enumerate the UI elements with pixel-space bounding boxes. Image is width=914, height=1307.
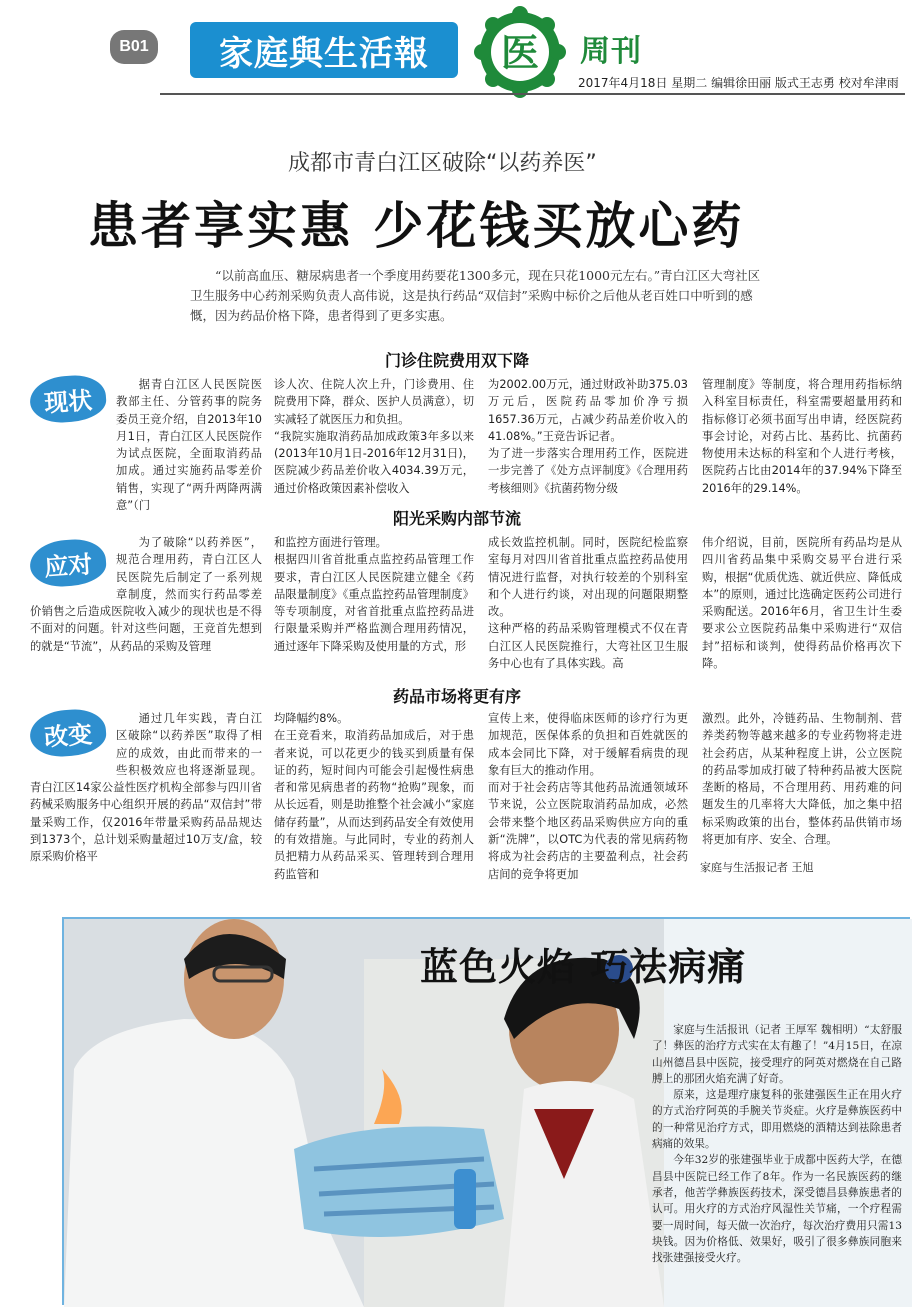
section-tag-change: 改变 <box>28 707 107 758</box>
feature-story <box>652 1022 902 1266</box>
section-2-col-3: 成长效监控机制。同时，医院纪检监察室每月对四川省首批重点监控药品使用情况进行监督，对执行较差的个别科室和个人进行约谈，对出现的问题限期整改。 这种严格的药品采购管理模式不仅在青白江区人民医院推行，大弯社区卫生服务中心也有了具体实践。高 <box>488 536 688 671</box>
story-paragraph: 今年32岁的张建强毕业于成都中医药大学，在德昌县中医院已经工作了8年。作为一名民族医药的继承者，他苦学彝族医药技术，深受德昌县彝族患者的认可。用火疗的方式治疗风湿性关节痛，一个疗程需要一周时间，每天做一次治疗，每次治疗费用只需13块钱。因为价格低、效果好，吸引了很多彝族同胞来找张建强接受火疗。 <box>652 1154 902 1265</box>
newspaper-masthead: 家庭與生活報 <box>190 22 458 78</box>
article-headline: 患者享实惠 少花钱买放心药 <box>88 196 745 255</box>
tag-wrap <box>30 710 116 762</box>
section-2-col-2: 和监控方面进行管理。 根据四川省首批重点监控药品管理工作要求，青白江区人民医院建立健全《药品限量制度》《重点监控药品管理制度》等专项制度，对省首批重点监控药品进行限量采购并严格监测合理用药情况，通过逐年下降采购及使用量的方式，形 <box>274 536 474 653</box>
section-2-col-1 <box>30 534 262 662</box>
section-heading-change: 药品市场将更有序 <box>392 687 521 706</box>
section-1-col-2: 诊人次、住院人次上升，门诊费用、住院费用下降，群众、医护人员满意），切实减轻了就医压力和负担。 “我院实施取消药品加成政策3年多以来(2013年10月1日-2016年12月31日)，医院减少药品差价收入4034.39万元，通过价格政策因素补偿收入 <box>274 378 474 495</box>
section-1-col-4: 管理制度》等制度，将合理用药指标纳入科室目标责任，科室需要超量用药和指标修订必须书面写出申请，经医院药事会讨论，对药占比、基药比、抗菌药物使用未达标的科室和个人进行考核，医院药占比由2014年的37.94%下降至2016年的29.14%。 <box>702 378 902 495</box>
dateline: 2017年4月18日 星期二 编辑徐田丽 版式王志勇 校对牟津雨 <box>578 76 899 90</box>
article-lead: “以前高血压、糖尿病患者一个季度用药要花1300多元，现在只花1000元左右。”青白江区大弯社区卫生服务中心药剂采购负责人高伟说，这是执行药品“双信封”采购中标价之后他从老百姓口中听到的感慨，因为药品价格下降，患者得到了更多实惠。 <box>190 268 761 323</box>
emblem-character: 医 <box>500 31 540 75</box>
section-tag-response: 应对 <box>28 537 107 588</box>
paragraph: 通过几年实践，青白江区破除“以药养医”取得了相应的成效，由此而带来的一些积极效应也将逐渐显现。青白江区14家公益性医疗机构全部参与四川省药械采购服务中心组织开展的药品“双信封”带量采购工作，仅2016年带量采购药品品规达到1373个，总计划采购量超过10万支/盒，较原采购价格平 <box>30 712 262 864</box>
section-2-col-4: 伟介绍说，目前，医院所有药品均是从四川省药品集中采购交易平台进行采购，根据“优质优选、就近供应、降低成本”的原则，通过比选确定医药公司进行采购配送。2016年6月，省卫生计生委要求公立医院药品集中采购进行“双信封”招标和谈判，使得药品价格再次下降。 <box>702 536 902 671</box>
section-heading-status: 门诊住院费用双下降 <box>384 351 529 370</box>
section-1-col-1a <box>116 376 262 513</box>
header-rule <box>160 93 905 95</box>
page-number-badge: B01 <box>110 30 158 64</box>
section-3-col-2: 均降幅约8%。 在王竞看来，取消药品加成后，对于患者来说，可以花更少的钱买到质量有保证的药，短时间内可能会引起慢性病患者和常见病患者的药物“抢购”现象，而从长远看，则是助推整个社会减小“家庭储存药量”，从而达到药品安全有效使用的有效措施。与此同时，专业的药剂人员把精力从药品采买、管理转到合理用药监管和 <box>274 712 474 881</box>
section-name: 周刊 <box>580 34 642 69</box>
section-3-col-3: 宣传上来，使得临床医师的诊疗行为更加规范，医保体系的负担和百姓就医的成本会同比下降，对于缓解看病贵的现象有巨大的推动作用。 而对于社会药店等其他药品流通领域环节来说，公立医院取消药品加成，必然会带来整个地区药品采购供应方向的重新“洗牌”，以OTC为代表的常见病药物将成为社会药店的主要盈利点，社会药店间的竞争将更加 <box>488 712 688 881</box>
tag-wrap <box>30 534 116 588</box>
paragraph: 据青白江区人民医院医教部主任、分管药事的院务委员王竞介绍，自2013年10月1日，青白江区人民医院作为试点医院，全面取消药品加成。通过实施药品零差价销售，实现了“两升两降两满意”（门 <box>116 378 262 513</box>
section-heading-response: 阳光采购内部节流 <box>392 509 521 528</box>
section-1-col-3: 为2002.00万元，通过财政补助375.03万元后，医院药品零加价净亏损1657.36万元，占减少药品差价收入的41.08%。”王竞告诉记者。 为了进一步落实合理用药工作，医院进一步完善了《处方点评制度》《合理用药考核细则》《抗菌药物分级 <box>488 378 688 495</box>
medical-emblem-icon <box>462 8 578 96</box>
section-tag-status: 现状 <box>28 373 107 424</box>
story-paragraph: 原来，这是理疗康复科的张建强医生正在用火疗的方式治疗阿英的手腕关节炎症。火疗是彝族医药中的一种常见治疗方式，即用燃烧的酒精达到祛除患者病痛的效果。 <box>652 1089 902 1151</box>
section-3-col-4: 激烈。此外，冷链药品、生物制剂、营养类药物等越来越多的专业药物将走进社会药店，从某种程度上讲，公立医院的药品零加成打破了特种药品被大医院垄断的格局，不合理用药、用药难的问题发生的几率将大大降低，加之集中招标采购政策的出台，整体药品供销市场将更加有序、安全、合理。 <box>702 712 902 847</box>
article-subhead: 成都市青白江区破除“以药养医” <box>288 151 597 176</box>
story-paragraph: 家庭与生活报讯（记者 王厚军 魏相明）“太舒服了！彝医的治疗方式实在太有趣了！”4月15日，在凉山州德昌县中医院，接受理疗的阿英对燃烧在自己路膊上的那团火焰充满了好奇。 <box>652 1024 902 1085</box>
article-byline: 家庭与生活报记者 王旭 <box>700 861 814 874</box>
section-3-col-1 <box>30 710 262 884</box>
feature-title: 蓝色火焰 巧祛病痛 <box>420 944 747 989</box>
paragraph: 为了破除“以药养医”，规范合理用药，青白江区人民医院先后制定了一系列规章制度，然而实行药品零差价销售之后造成医院收入减少的现状也是不得不面对的问题。针对这些问题，王竞首先想到的就是“节流”，从药品的采购及管理 <box>30 536 262 653</box>
